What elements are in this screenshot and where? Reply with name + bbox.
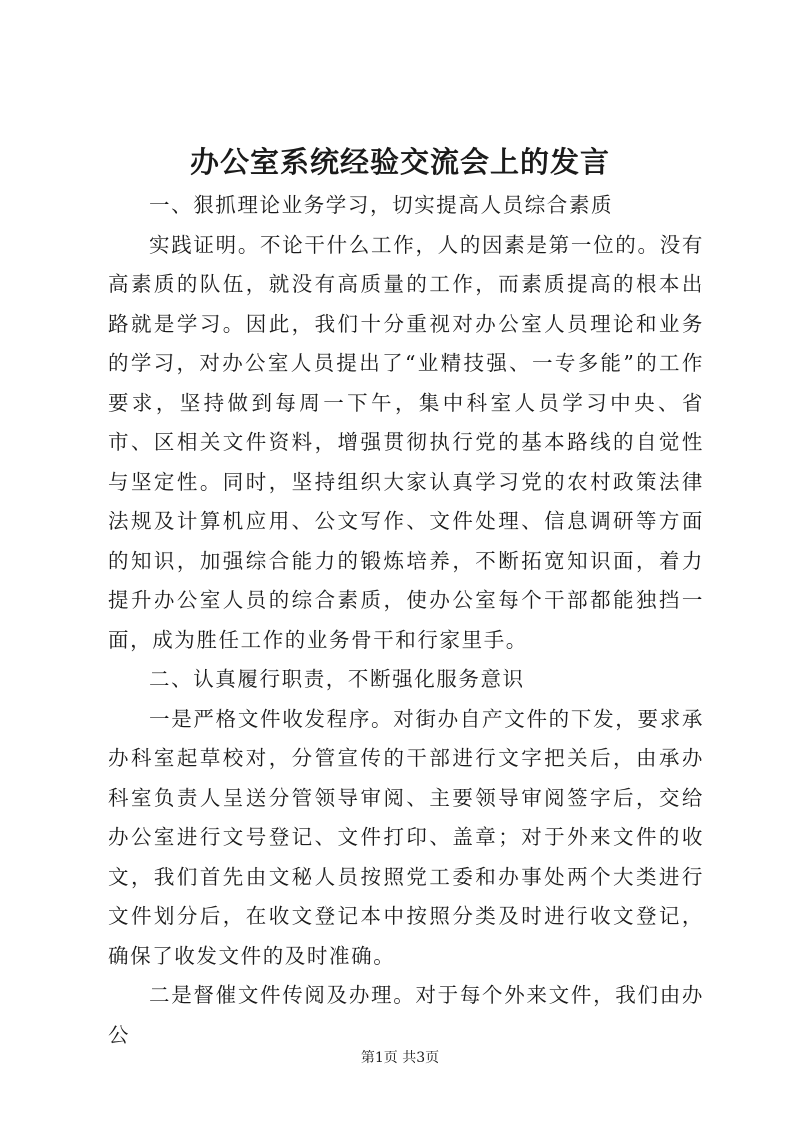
page-footer: 第1页 共3页 [360,1050,440,1066]
paragraph-2: 一是严格文件收发程序。对街办自产文件的下发，要求承办科室起草校对，分管宣传的干部进行文字把关后，由承办科室负责人呈送分管领导审阅、主要领导审阅签字后，交给办公室进行文号登记、文件打印、盖章；对于外来文件的收文，我们首先由文秘人员按照党工委和办事处两个大类进行文件划分后，在收文登记本中按照分类及时进行收文登记，确保了收发文件的及时准确。 [108,706,704,968]
document-title: 办公室系统经验交流会上的发言 [189,145,610,179]
document-body [108,186,704,1055]
section-heading-1: 一、狠抓理论业务学习，切实提高人员综合素质 [149,193,614,217]
paragraph-3: 二是督催文件传阅及办理。对于每个外来文件，我们由办公 [108,983,704,1047]
section-heading-2: 二、认真履行职责，不断强化服务意识 [149,667,525,691]
paragraph-1: 实践证明。不论干什么工作，人的因素是第一位的。没有高素质的队伍，就没有高质量的工作，而素质提高的根本出路就是学习。因此，我们十分重视对办公室人员理论和业务的学习，对办公室人员提出了“业精技强、一专多能”的工作要求，坚持做到每周一下午，集中科室人员学习中央、省市、区相关文件资料，增强贯彻执行党的基本路线的自觉性与坚定性。同时，坚持组织大家认真学习党的农村政策法律法规及计算机应用、公文写作、文件处理、信息调研等方面的知识，加强综合能力的锻炼培养，不断拓宽知识面，着力提升办公室人员的综合素质，使办公室每个干部都能独挡一面，成为胜任工作的业务骨干和行家里手。 [108,232,704,652]
